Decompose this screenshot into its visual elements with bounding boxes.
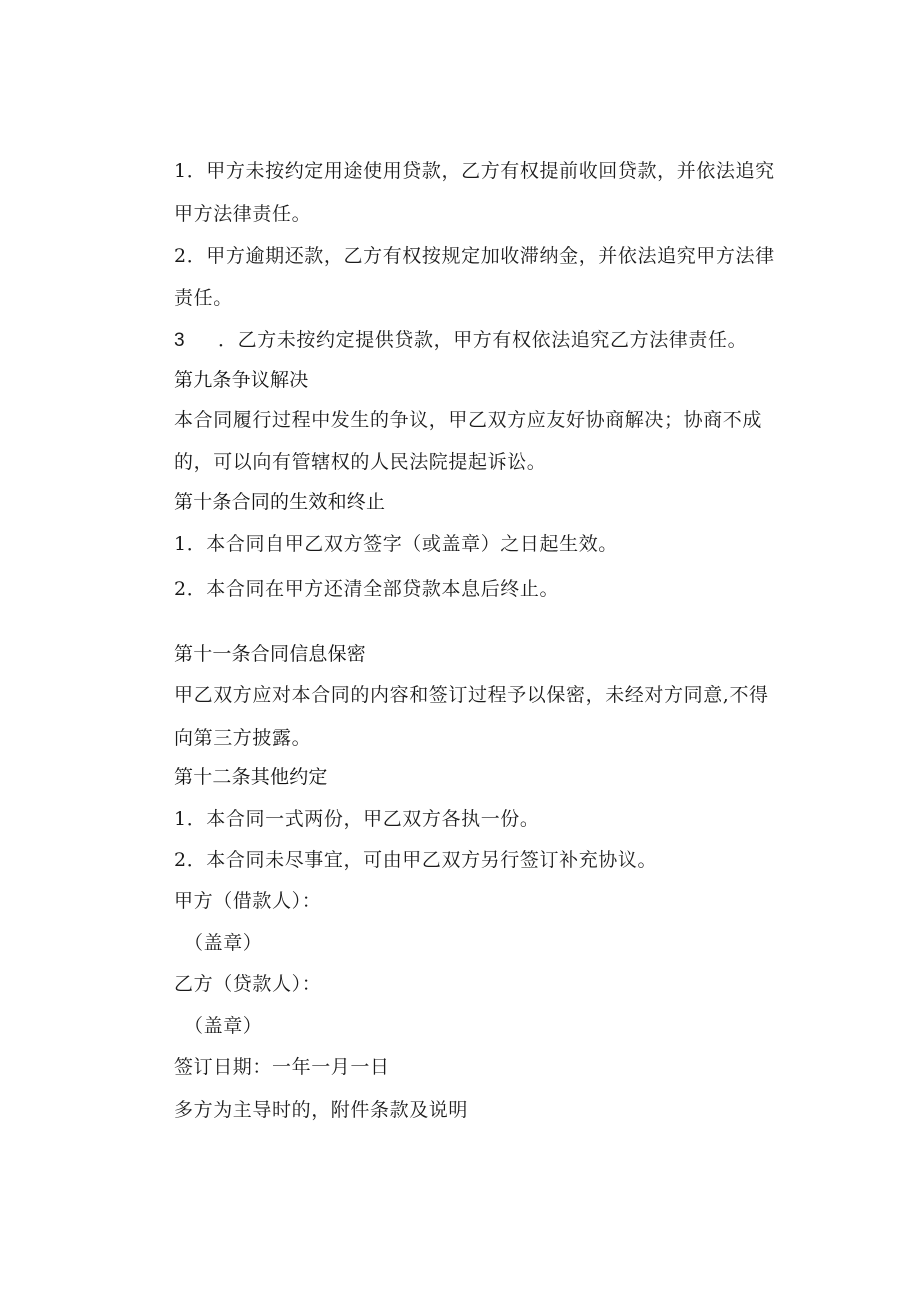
- article-11-line-2: 向第三方披露。: [174, 727, 312, 749]
- article-10-title: 第十条合同的生效和终止: [174, 491, 386, 513]
- party-b-label: 乙方（贷款人）：: [174, 973, 322, 995]
- article-9-title: 第九条争议解决: [174, 369, 309, 391]
- penalty-item-2-line-2: 责任。: [174, 287, 233, 309]
- article-10-item-1: 1．本合同自甲乙双方签字（或盖章）之日起生效。: [174, 533, 618, 555]
- signing-date: 签订日期：一年一月一日: [174, 1056, 390, 1078]
- penalty-item-1-line-2: 甲方法律责任。: [174, 203, 312, 225]
- penalty-item-2-line-1: 2．甲方逾期还款，乙方有权按规定加收滞纳金，并依法追究甲方法律: [174, 245, 775, 267]
- article-11-title: 第十一条合同信息保密: [174, 643, 367, 665]
- penalty-item-3-text: ．乙方未按约定提供贷款，甲方有权依法追究乙方法律责任。: [218, 329, 748, 351]
- article-12-item-1: 1．本合同一式两份，甲乙双方各执一份。: [174, 808, 540, 830]
- article-12-item-2: 2．本合同未尽事宜，可由甲乙双方另行签订补充协议。: [174, 849, 658, 871]
- article-10-item-2: 2．本合同在甲方还清全部贷款本息后终止。: [174, 578, 560, 600]
- party-b-seal: （盖章）: [184, 1015, 263, 1037]
- article-11-line-1: 甲乙双方应对本合同的内容和签订过程予以保密，未经对方同意,不得: [174, 684, 769, 706]
- article-9-line-2: 的，可以向有管辖权的人民法院提起诉讼。: [174, 451, 547, 473]
- article-12-title: 第十二条其他约定: [174, 766, 328, 788]
- penalty-item-3-number: 3: [174, 330, 186, 351]
- party-a-seal: （盖章）: [184, 932, 263, 954]
- article-9-line-1: 本合同履行过程中发生的争议，甲乙双方应友好协商解决；协商不成: [174, 409, 763, 431]
- party-a-label: 甲方（借款人）：: [174, 890, 322, 912]
- penalty-item-3: [174, 331, 747, 350]
- penalty-item-1-line-1: 1．甲方未按约定用途使用贷款，乙方有权提前收回贷款，并依法追究: [174, 160, 775, 182]
- footer-note: 多方为主导时的，附件条款及说明: [174, 1099, 469, 1121]
